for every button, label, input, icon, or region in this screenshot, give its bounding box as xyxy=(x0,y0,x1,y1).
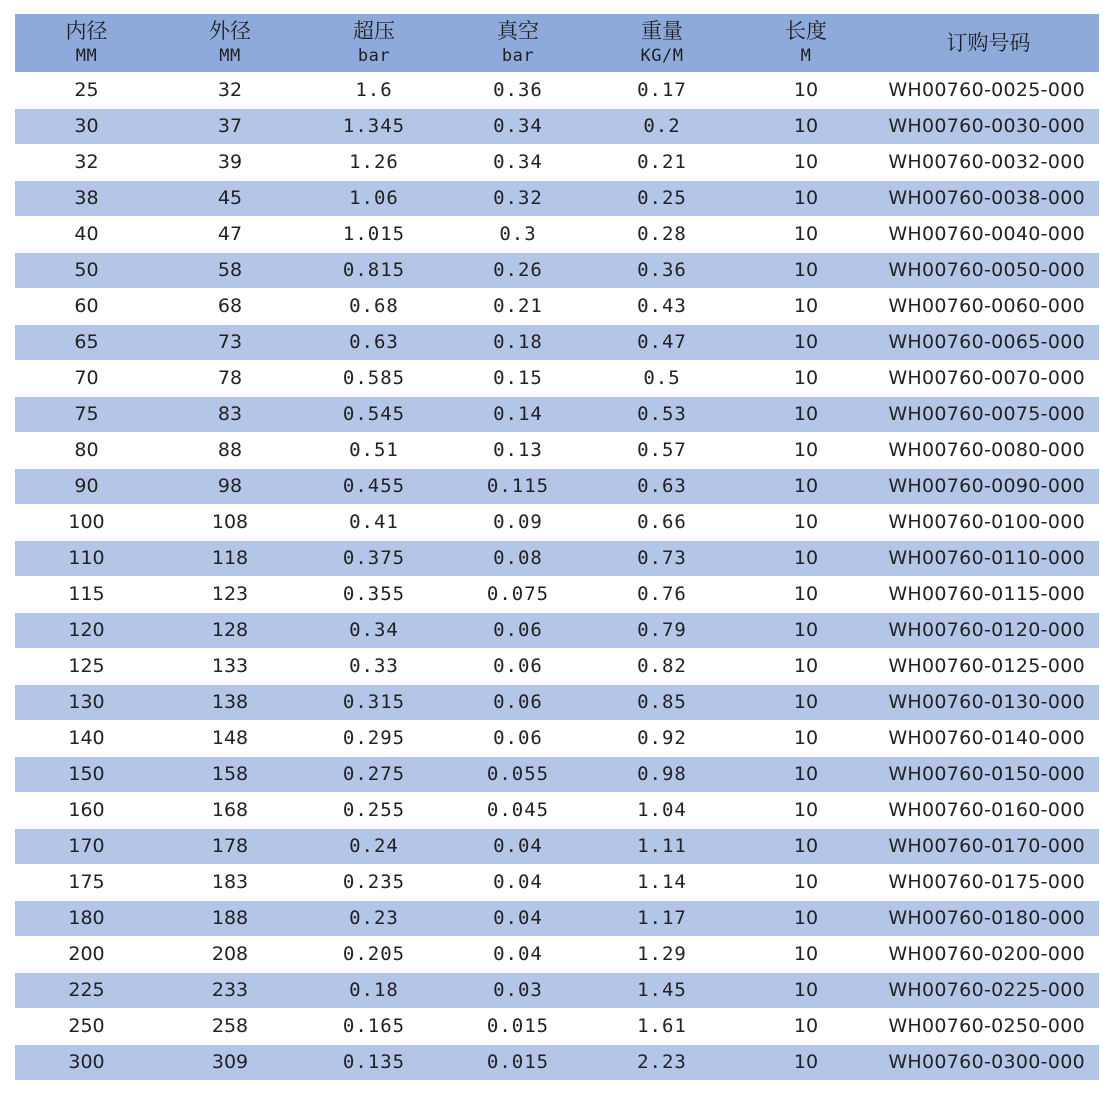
length-cell: 10 xyxy=(734,684,878,720)
length-cell: 10 xyxy=(734,1044,878,1080)
vacuum-cell: 0.15 xyxy=(446,360,590,396)
weight-cell: 0.73 xyxy=(590,540,734,576)
order-number-cell: WH00760-0032-000 xyxy=(878,144,1099,180)
outer-diameter-cell: 178 xyxy=(158,828,302,864)
table-row xyxy=(15,108,1099,144)
table-row xyxy=(15,324,1099,360)
outer-diameter-cell: 73 xyxy=(158,324,302,360)
length-cell: 10 xyxy=(734,756,878,792)
length-cell: 10 xyxy=(734,576,878,612)
table-row xyxy=(15,216,1099,252)
length-cell: 10 xyxy=(734,828,878,864)
weight-cell: 1.61 xyxy=(590,1008,734,1044)
length-cell: 10 xyxy=(734,468,878,504)
table-row xyxy=(15,864,1099,900)
overpressure-cell: 0.165 xyxy=(302,1008,446,1044)
outer-diameter-cell: 148 xyxy=(158,720,302,756)
inner-diameter-cell: 125 xyxy=(15,648,158,684)
overpressure-cell: 1.06 xyxy=(302,180,446,216)
length-cell: 10 xyxy=(734,972,878,1008)
table-row xyxy=(15,972,1099,1008)
table-row xyxy=(15,1044,1099,1080)
weight-cell: 0.17 xyxy=(590,72,734,108)
inner-diameter-cell: 160 xyxy=(15,792,158,828)
header-label: 真空 xyxy=(497,18,539,43)
header-label: 订购号码 xyxy=(946,30,1031,55)
inner-diameter-cell: 115 xyxy=(15,576,158,612)
weight-cell: 0.36 xyxy=(590,252,734,288)
vacuum-cell: 0.13 xyxy=(446,432,590,468)
order-number-cell: WH00760-0160-000 xyxy=(878,792,1099,828)
vacuum-cell: 0.08 xyxy=(446,540,590,576)
length-cell: 10 xyxy=(734,324,878,360)
table-row xyxy=(15,936,1099,972)
overpressure-cell: 0.205 xyxy=(302,936,446,972)
length-cell: 10 xyxy=(734,864,878,900)
order-number-cell: WH00760-0250-000 xyxy=(878,1008,1099,1044)
inner-diameter-cell: 30 xyxy=(15,108,158,144)
weight-cell: 2.23 xyxy=(590,1044,734,1080)
vacuum-cell: 0.04 xyxy=(446,900,590,936)
vacuum-cell: 0.06 xyxy=(446,684,590,720)
order-number-cell: WH00760-0115-000 xyxy=(878,576,1099,612)
weight-cell: 1.04 xyxy=(590,792,734,828)
overpressure-cell: 0.135 xyxy=(302,1044,446,1080)
table-row xyxy=(15,792,1099,828)
vacuum-cell: 0.32 xyxy=(446,180,590,216)
overpressure-cell: 0.275 xyxy=(302,756,446,792)
order-number-cell: WH00760-0040-000 xyxy=(878,216,1099,252)
outer-diameter-cell: 98 xyxy=(158,468,302,504)
header-label: 内径 xyxy=(65,18,108,43)
header-label: 超压 xyxy=(353,18,395,43)
outer-diameter-cell: 47 xyxy=(158,216,302,252)
weight-cell: 0.28 xyxy=(590,216,734,252)
length-cell: 10 xyxy=(734,648,878,684)
overpressure-cell: 0.23 xyxy=(302,900,446,936)
overpressure-cell: 0.455 xyxy=(302,468,446,504)
weight-cell: 1.45 xyxy=(590,972,734,1008)
inner-diameter-cell: 65 xyxy=(15,324,158,360)
inner-diameter-cell: 70 xyxy=(15,360,158,396)
outer-diameter-cell: 183 xyxy=(158,864,302,900)
outer-diameter-cell: 128 xyxy=(158,612,302,648)
weight-cell: 0.5 xyxy=(590,360,734,396)
outer-diameter-cell: 39 xyxy=(158,144,302,180)
order-number-cell: WH00760-0025-000 xyxy=(878,72,1099,108)
order-number-cell: WH00760-0130-000 xyxy=(878,684,1099,720)
inner-diameter-cell: 40 xyxy=(15,216,158,252)
table-row xyxy=(15,180,1099,216)
header-unit: bar xyxy=(357,45,391,66)
overpressure-cell: 0.24 xyxy=(302,828,446,864)
outer-diameter-cell: 133 xyxy=(158,648,302,684)
weight-cell: 0.2 xyxy=(590,108,734,144)
order-number-cell: WH00760-0065-000 xyxy=(878,324,1099,360)
header-weight xyxy=(590,14,734,72)
length-cell: 10 xyxy=(734,540,878,576)
weight-cell: 0.85 xyxy=(590,684,734,720)
weight-cell: 0.57 xyxy=(590,432,734,468)
header-unit: MM xyxy=(75,45,98,66)
inner-diameter-cell: 25 xyxy=(15,72,158,108)
overpressure-cell: 0.815 xyxy=(302,252,446,288)
table-row xyxy=(15,576,1099,612)
table-row xyxy=(15,144,1099,180)
length-cell: 10 xyxy=(734,432,878,468)
weight-cell: 0.47 xyxy=(590,324,734,360)
inner-diameter-cell: 100 xyxy=(15,504,158,540)
length-cell: 10 xyxy=(734,720,878,756)
weight-cell: 1.17 xyxy=(590,900,734,936)
table-row xyxy=(15,360,1099,396)
table-header xyxy=(15,14,1099,72)
overpressure-cell: 0.585 xyxy=(302,360,446,396)
order-number-cell: WH00760-0300-000 xyxy=(878,1044,1099,1080)
order-number-cell: WH00760-0100-000 xyxy=(878,504,1099,540)
order-number-cell: WH00760-0110-000 xyxy=(878,540,1099,576)
length-cell: 10 xyxy=(734,396,878,432)
weight-cell: 0.98 xyxy=(590,756,734,792)
table-row xyxy=(15,468,1099,504)
weight-cell: 0.43 xyxy=(590,288,734,324)
outer-diameter-cell: 37 xyxy=(158,108,302,144)
outer-diameter-cell: 123 xyxy=(158,576,302,612)
inner-diameter-cell: 180 xyxy=(15,900,158,936)
overpressure-cell: 0.41 xyxy=(302,504,446,540)
header-overpressure xyxy=(302,14,446,72)
header-unit: MM xyxy=(219,45,241,66)
vacuum-cell: 0.04 xyxy=(446,864,590,900)
overpressure-cell: 0.235 xyxy=(302,864,446,900)
table-row xyxy=(15,252,1099,288)
overpressure-cell: 0.18 xyxy=(302,972,446,1008)
overpressure-cell: 0.295 xyxy=(302,720,446,756)
header-label: 重量 xyxy=(641,18,683,43)
vacuum-cell: 0.26 xyxy=(446,252,590,288)
length-cell: 10 xyxy=(734,252,878,288)
vacuum-cell: 0.045 xyxy=(446,792,590,828)
vacuum-cell: 0.04 xyxy=(446,936,590,972)
table-row xyxy=(15,684,1099,720)
weight-cell: 0.76 xyxy=(590,576,734,612)
inner-diameter-cell: 110 xyxy=(15,540,158,576)
table-row xyxy=(15,720,1099,756)
header-label: 长度 xyxy=(785,18,827,43)
vacuum-cell: 0.14 xyxy=(446,396,590,432)
vacuum-cell: 0.115 xyxy=(446,468,590,504)
overpressure-cell: 0.63 xyxy=(302,324,446,360)
inner-diameter-cell: 120 xyxy=(15,612,158,648)
order-number-cell: WH00760-0060-000 xyxy=(878,288,1099,324)
overpressure-cell: 0.33 xyxy=(302,648,446,684)
inner-diameter-cell: 50 xyxy=(15,252,158,288)
length-cell: 10 xyxy=(734,1008,878,1044)
vacuum-cell: 0.06 xyxy=(446,720,590,756)
table-row xyxy=(15,396,1099,432)
length-cell: 10 xyxy=(734,504,878,540)
order-number-cell: WH00760-0075-000 xyxy=(878,396,1099,432)
outer-diameter-cell: 78 xyxy=(158,360,302,396)
inner-diameter-cell: 250 xyxy=(15,1008,158,1044)
order-number-cell: WH00760-0080-000 xyxy=(878,432,1099,468)
table-row xyxy=(15,72,1099,108)
outer-diameter-cell: 208 xyxy=(158,936,302,972)
header-inner-diameter xyxy=(15,14,158,72)
order-number-cell: WH00760-0120-000 xyxy=(878,612,1099,648)
length-cell: 10 xyxy=(734,900,878,936)
header-unit: M xyxy=(800,45,812,66)
length-cell: 10 xyxy=(734,180,878,216)
table-row xyxy=(15,1008,1099,1044)
header-unit: bar xyxy=(501,45,535,66)
table-row xyxy=(15,504,1099,540)
inner-diameter-cell: 90 xyxy=(15,468,158,504)
outer-diameter-cell: 233 xyxy=(158,972,302,1008)
weight-cell: 0.25 xyxy=(590,180,734,216)
vacuum-cell: 0.36 xyxy=(446,72,590,108)
table-row xyxy=(15,648,1099,684)
inner-diameter-cell: 150 xyxy=(15,756,158,792)
overpressure-cell: 0.545 xyxy=(302,396,446,432)
weight-cell: 1.11 xyxy=(590,828,734,864)
overpressure-cell: 1.345 xyxy=(302,108,446,144)
weight-cell: 0.82 xyxy=(590,648,734,684)
vacuum-cell: 0.03 xyxy=(446,972,590,1008)
table-row xyxy=(15,756,1099,792)
outer-diameter-cell: 138 xyxy=(158,684,302,720)
vacuum-cell: 0.055 xyxy=(446,756,590,792)
length-cell: 10 xyxy=(734,360,878,396)
outer-diameter-cell: 83 xyxy=(158,396,302,432)
outer-diameter-cell: 108 xyxy=(158,504,302,540)
order-number-cell: WH00760-0200-000 xyxy=(878,936,1099,972)
inner-diameter-cell: 75 xyxy=(15,396,158,432)
weight-cell: 0.21 xyxy=(590,144,734,180)
order-number-cell: WH00760-0125-000 xyxy=(878,648,1099,684)
vacuum-cell: 0.21 xyxy=(446,288,590,324)
weight-cell: 0.53 xyxy=(590,396,734,432)
table-row xyxy=(15,900,1099,936)
table-row xyxy=(15,612,1099,648)
vacuum-cell: 0.075 xyxy=(446,576,590,612)
outer-diameter-cell: 58 xyxy=(158,252,302,288)
weight-cell: 1.14 xyxy=(590,864,734,900)
weight-cell: 0.66 xyxy=(590,504,734,540)
order-number-cell: WH00760-0090-000 xyxy=(878,468,1099,504)
inner-diameter-cell: 32 xyxy=(15,144,158,180)
outer-diameter-cell: 168 xyxy=(158,792,302,828)
outer-diameter-cell: 158 xyxy=(158,756,302,792)
order-number-cell: WH00760-0038-000 xyxy=(878,180,1099,216)
table-body xyxy=(15,72,1099,1080)
outer-diameter-cell: 32 xyxy=(158,72,302,108)
weight-cell: 0.92 xyxy=(590,720,734,756)
inner-diameter-cell: 140 xyxy=(15,720,158,756)
overpressure-cell: 0.68 xyxy=(302,288,446,324)
order-number-cell: WH00760-0140-000 xyxy=(878,720,1099,756)
weight-cell: 1.29 xyxy=(590,936,734,972)
length-cell: 10 xyxy=(734,216,878,252)
vacuum-cell: 0.34 xyxy=(446,144,590,180)
header-vacuum xyxy=(446,14,590,72)
inner-diameter-cell: 38 xyxy=(15,180,158,216)
overpressure-cell: 0.51 xyxy=(302,432,446,468)
length-cell: 10 xyxy=(734,108,878,144)
order-number-cell: WH00760-0030-000 xyxy=(878,108,1099,144)
vacuum-cell: 0.3 xyxy=(446,216,590,252)
header-label: 外径 xyxy=(209,18,251,43)
header-outer-diameter xyxy=(158,14,302,72)
length-cell: 10 xyxy=(734,144,878,180)
inner-diameter-cell: 130 xyxy=(15,684,158,720)
overpressure-cell: 0.375 xyxy=(302,540,446,576)
length-cell: 10 xyxy=(734,792,878,828)
vacuum-cell: 0.06 xyxy=(446,648,590,684)
length-cell: 10 xyxy=(734,72,878,108)
header-unit: KG/M xyxy=(640,45,684,66)
overpressure-cell: 0.315 xyxy=(302,684,446,720)
inner-diameter-cell: 225 xyxy=(15,972,158,1008)
header-length xyxy=(734,14,878,72)
table-row xyxy=(15,540,1099,576)
length-cell: 10 xyxy=(734,612,878,648)
outer-diameter-cell: 45 xyxy=(158,180,302,216)
vacuum-cell: 0.015 xyxy=(446,1008,590,1044)
overpressure-cell: 1.26 xyxy=(302,144,446,180)
overpressure-cell: 1.6 xyxy=(302,72,446,108)
weight-cell: 0.63 xyxy=(590,468,734,504)
inner-diameter-cell: 170 xyxy=(15,828,158,864)
length-cell: 10 xyxy=(734,936,878,972)
order-number-cell: WH00760-0050-000 xyxy=(878,252,1099,288)
header-row xyxy=(15,14,1099,72)
order-number-cell: WH00760-0070-000 xyxy=(878,360,1099,396)
product-spec-table xyxy=(15,14,1099,1081)
order-number-cell: WH00760-0170-000 xyxy=(878,828,1099,864)
vacuum-cell: 0.18 xyxy=(446,324,590,360)
vacuum-cell: 0.06 xyxy=(446,612,590,648)
table-row xyxy=(15,432,1099,468)
overpressure-cell: 0.34 xyxy=(302,612,446,648)
product-spec-table-container xyxy=(15,14,1099,1081)
weight-cell: 0.79 xyxy=(590,612,734,648)
order-number-cell: WH00760-0175-000 xyxy=(878,864,1099,900)
outer-diameter-cell: 309 xyxy=(158,1044,302,1080)
inner-diameter-cell: 200 xyxy=(15,936,158,972)
outer-diameter-cell: 68 xyxy=(158,288,302,324)
outer-diameter-cell: 88 xyxy=(158,432,302,468)
overpressure-cell: 0.255 xyxy=(302,792,446,828)
overpressure-cell: 1.015 xyxy=(302,216,446,252)
order-number-cell: WH00760-0225-000 xyxy=(878,972,1099,1008)
inner-diameter-cell: 60 xyxy=(15,288,158,324)
vacuum-cell: 0.04 xyxy=(446,828,590,864)
vacuum-cell: 0.09 xyxy=(446,504,590,540)
inner-diameter-cell: 175 xyxy=(15,864,158,900)
inner-diameter-cell: 300 xyxy=(15,1044,158,1080)
overpressure-cell: 0.355 xyxy=(302,576,446,612)
vacuum-cell: 0.015 xyxy=(446,1044,590,1080)
table-row xyxy=(15,828,1099,864)
table-row xyxy=(15,288,1099,324)
vacuum-cell: 0.34 xyxy=(446,108,590,144)
outer-diameter-cell: 118 xyxy=(158,540,302,576)
header-order-number xyxy=(878,14,1099,72)
outer-diameter-cell: 258 xyxy=(158,1008,302,1044)
inner-diameter-cell: 80 xyxy=(15,432,158,468)
order-number-cell: WH00760-0180-000 xyxy=(878,900,1099,936)
order-number-cell: WH00760-0150-000 xyxy=(878,756,1099,792)
length-cell: 10 xyxy=(734,288,878,324)
outer-diameter-cell: 188 xyxy=(158,900,302,936)
